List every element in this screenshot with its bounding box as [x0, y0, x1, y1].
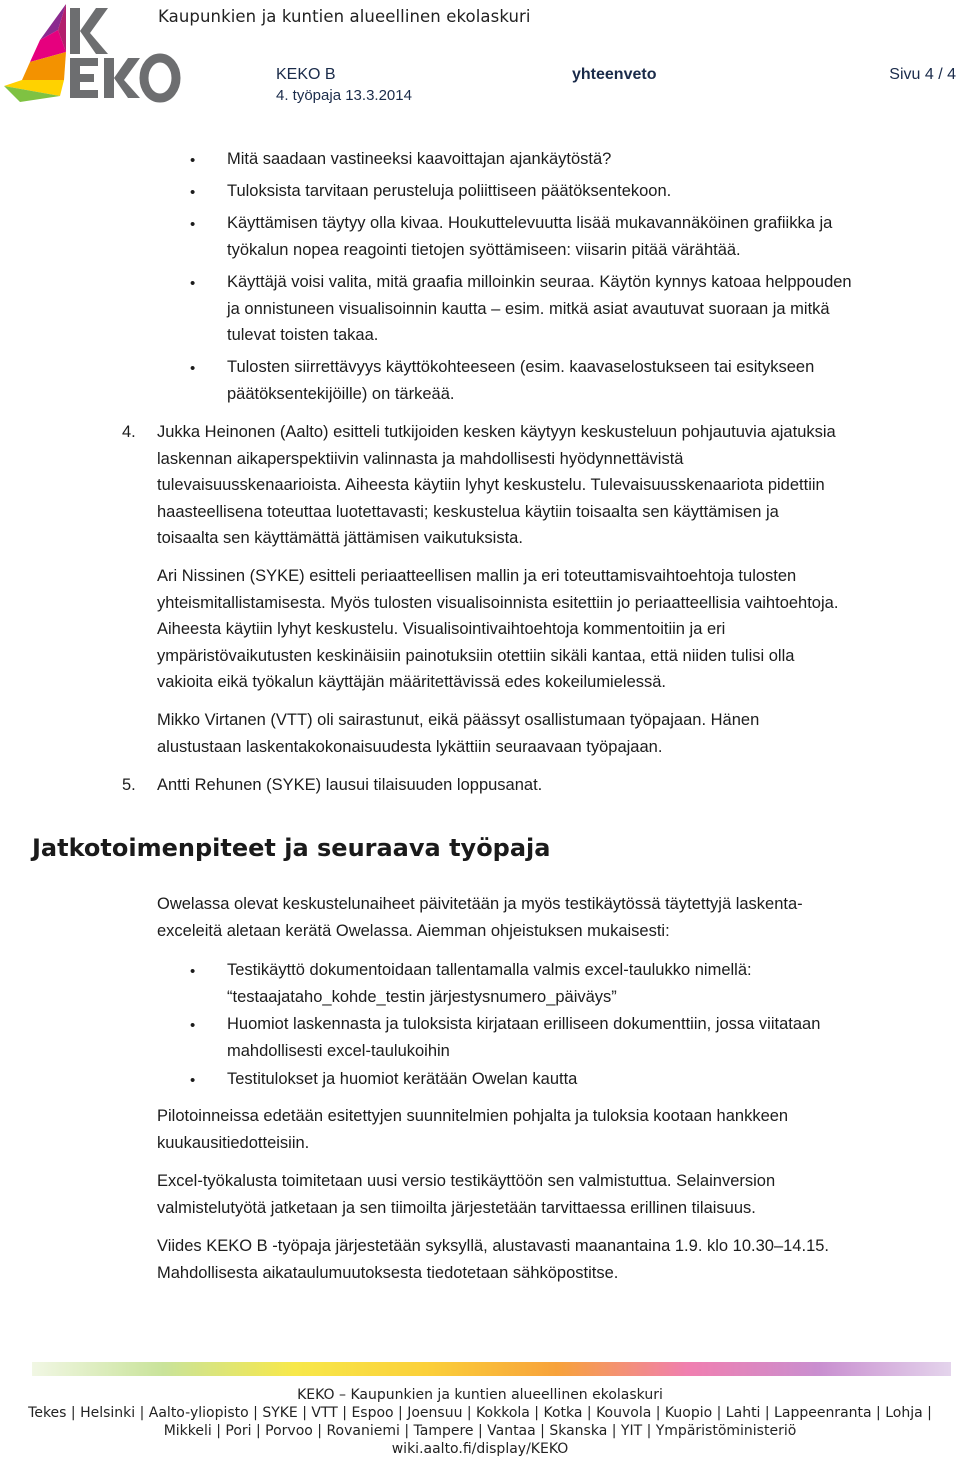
paragraph: Excel-työkalusta toimitetaan uusi versio testikäyttöön sen valmistuttua. Selainversion valmistelutyötä jatketaan ja sen tiimoilta järjestetään tarvittaessa erillinen tilaisuus.	[157, 1172, 776, 1217]
bullet-icon: •	[190, 152, 196, 169]
footer-partners-line2: Mikkeli | Pori | Porvoo | Rovaniemi | Tampere | Vantaa | Skanska | YIT | Ympäristöministeriö	[163, 1423, 797, 1439]
paragraph: Owelassa olevat keskustelunaiheet päivitetään ja myös testikäytössä täytettyjä laskenta- exceleitä aletaan kerätä Owelassa. Aiemman ohjeistuksen mukaisesti:	[157, 895, 803, 940]
footer-partners-line1: Tekes | Helsinki | Aalto-yliopisto | SYKE | VTT | Espoo | Joensuu | Kokkola | Kotka | Kouvola | Kuopio | Lahti | Lappeenranta | Lohja |	[28, 1405, 932, 1421]
bullet-icon: •	[190, 275, 196, 292]
bullet-icon: •	[190, 1072, 196, 1089]
bullet-icon: •	[190, 216, 196, 233]
bullet-icon: •	[190, 963, 196, 980]
paragraph: Antti Rehunen (SYKE) lausui tilaisuuden loppusanat.	[157, 776, 543, 794]
header-doc-code: KEKO B	[276, 66, 336, 83]
item-number: 4.	[122, 423, 136, 441]
list-item: Tulosten siirrettävyys käyttökohteeseen (esim. kaavaselostukseen tai esitykseen päätöksentekijöille) on tärkeää.	[227, 358, 815, 403]
bullet-icon: •	[190, 360, 196, 377]
header-doc-title: yhteenveto	[572, 66, 657, 83]
footer-color-bar	[32, 1362, 951, 1376]
bullet-icon: •	[190, 184, 196, 201]
list-item: Tuloksista tarvitaan perusteluja poliittiseen päätöksentekoon.	[227, 182, 672, 200]
item-number: 5.	[122, 776, 136, 794]
bullet-icon: •	[190, 1017, 196, 1034]
paragraph: Ari Nissinen (SYKE) esitteli periaatteellisen mallin ja eri toteuttamisvaihtoehtoja tulosten yhteismitallistamisesta. Myös tulosten visualisoinnista esitettiin jo periaatteellisia vaihtoehtoja. Aiheesta käytiin lyhyt keskustelu. Visualisointivaihtoehtoja kommentoitiin ja eri ympäristövaikutusten keskinäisiin painotuksiin otettiin sikäli kantaa, että niiden tulisi olla vakioita eikä työkalun käyttäjän määritettävissä edes kokeilumielessä.	[157, 567, 839, 691]
paragraph: Jukka Heinonen (Aalto) esitteli tutkijoiden kesken käytyyn keskusteluun pohjautuvia ajatuksia laskennan aikaperspektiivin valinnasta ja mahdollisesti hyödynnettävistä tulevaisuusskenaarioista. Aiheesta käytiin lyhyt keskustelu. Tulevaisuusskenaariota pidettiin haasteellisena toteuttaa luotettavasti; keskustelua käytiin toisaalta sen käyttämisen ja toisaalta sen käyttämättä jättämisen vaikutuksista.	[157, 423, 836, 547]
header-doc-date: 4. työpaja 13.3.2014	[276, 87, 412, 104]
paragraph: Pilotoinneissa edetään esitettyjen suunnitelmien pohjalta ja tuloksia kootaan hankkeen kuukausitiedotteisiin.	[157, 1107, 789, 1152]
list-item: Mitä saadaan vastineeksi kaavoittajan ajankäytöstä?	[227, 150, 612, 168]
footer-title: KEKO – Kaupunkien ja kuntien alueellinen ekolaskuri	[297, 1387, 663, 1403]
section-heading: Jatkotoimenpiteet ja seuraava työpaja	[32, 834, 551, 862]
list-item: Käyttämisen täytyy olla kivaa. Houkuttelevuutta lisää mukavannäköinen grafiikka ja työkalun nopea reagointi tietojen syöttämiseen: viisarin pitää värähtää.	[227, 214, 833, 259]
list-item: Testikäyttö dokumentoidaan tallentamalla valmis excel-taulukko nimellä: “testaajataho_kohde_testin järjestysnumero_päiväys”	[227, 961, 752, 1006]
header-org-title: Kaupunkien ja kuntien alueellinen ekolaskuri	[158, 7, 531, 26]
list-item: Testitulokset ja huomiot kerätään Owelan kautta	[227, 1070, 578, 1088]
paragraph: Viides KEKO B -työpaja järjestetään syksyllä, alustavasti maanantaina 1.9. klo 10.30–14.15. Mahdollisesta aikataulumuutoksesta tiedotetaan sähköpostitse.	[157, 1237, 830, 1282]
list-item: Huomiot laskennasta ja tuloksista kirjataan erilliseen dokumenttiin, jossa viitataan mahdollisesti excel-taulukoihin	[227, 1015, 821, 1060]
list-item: Käyttäjä voisi valita, mitä graafia milloinkin seuraa. Käytön kynnys katoaa helppouden ja onnistuneen visualisoinnin kautta – esim. mitkä asiat avautuvat suoraan ja mitkä tulevat toisten takaa.	[227, 273, 852, 344]
paragraph: Mikko Virtanen (VTT) oli sairastunut, eikä päässyt osallistumaan työpajaan. Hänen alustustaan laskentakokonaisuudesta lykättiin seuraavaan työpajaan.	[157, 711, 760, 756]
header-page-label: Sivu 4 / 4	[889, 66, 956, 83]
footer-url-link[interactable]: wiki.aalto.fi/display/KEKO	[391, 1441, 569, 1457]
